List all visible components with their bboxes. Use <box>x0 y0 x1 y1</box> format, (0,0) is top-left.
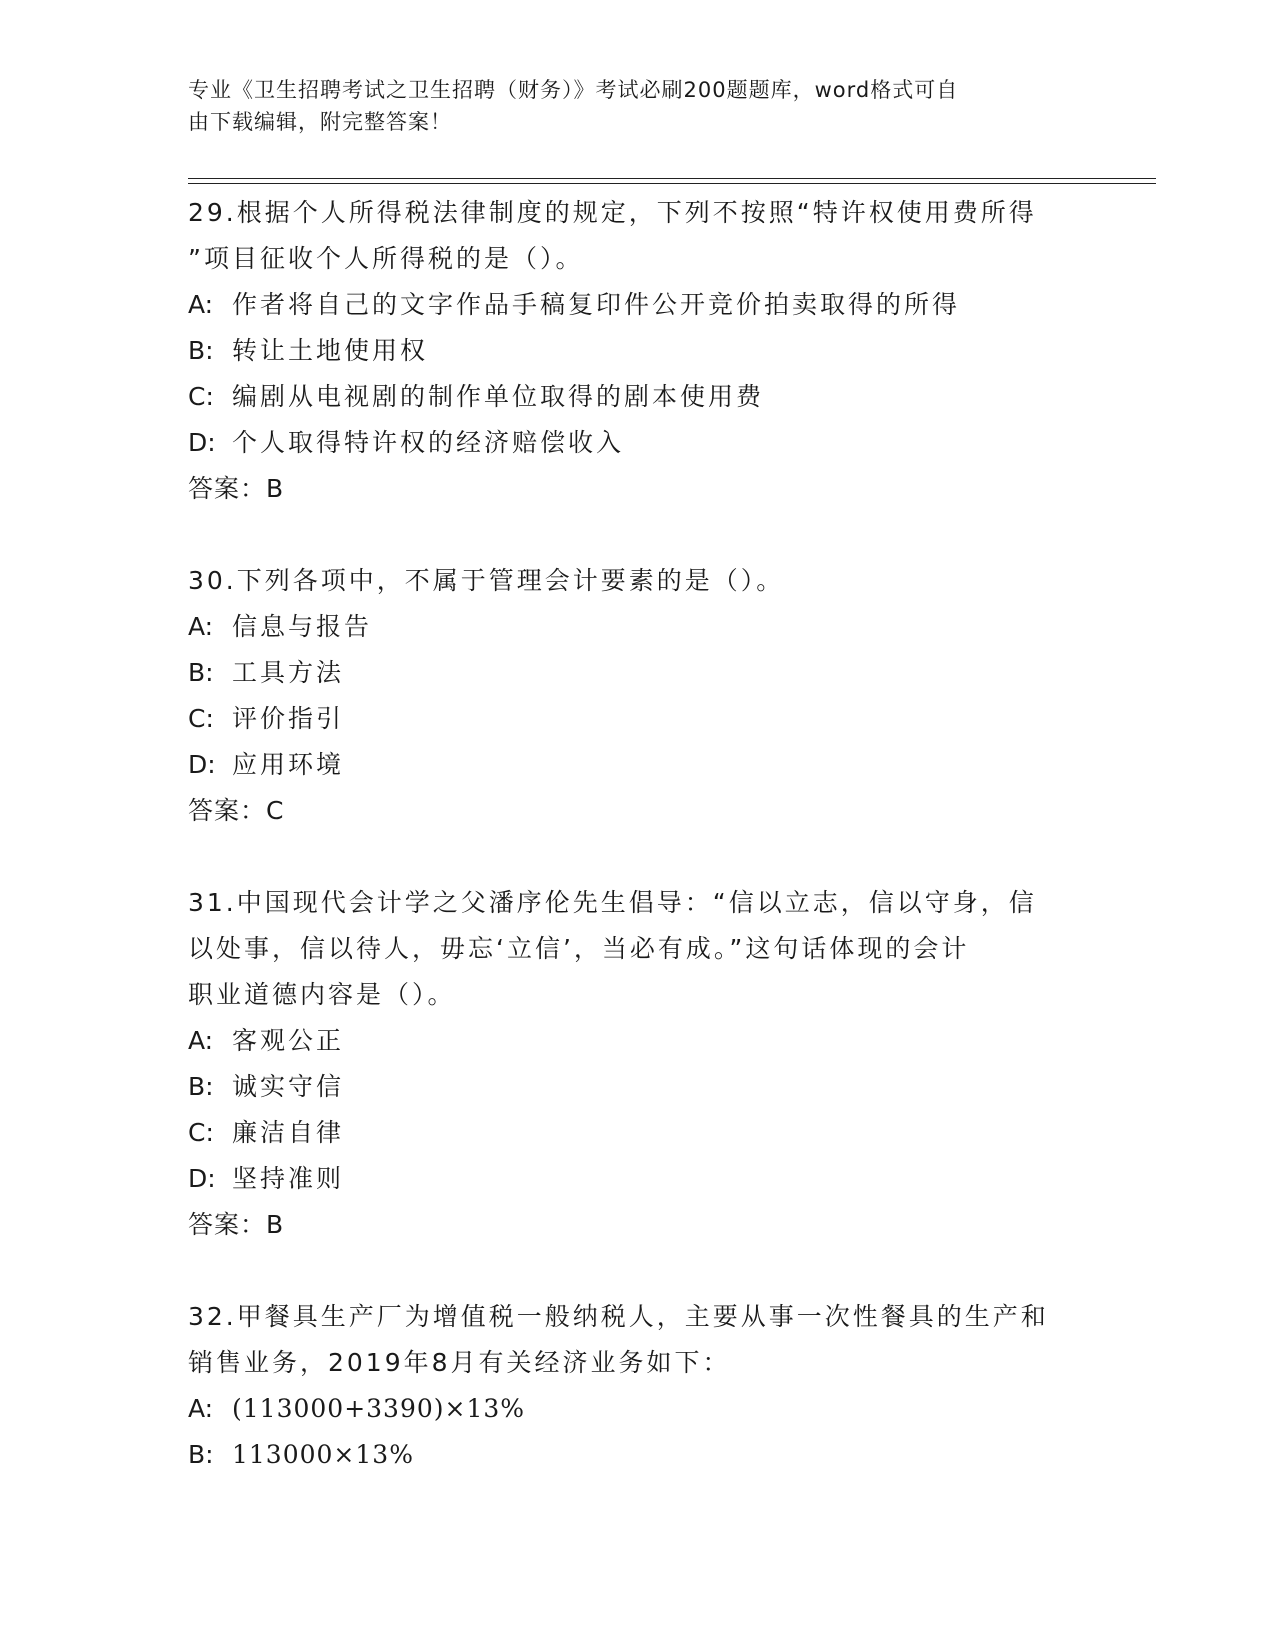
option-b <box>188 1064 1088 1110</box>
answer-label: 答案：C <box>188 796 285 825</box>
option-key: C: <box>188 704 214 733</box>
option-d <box>188 1156 1088 1202</box>
option-key: A: <box>188 1026 214 1055</box>
option-d <box>188 742 1088 788</box>
option-text: 廉洁自律 <box>232 1118 345 1147</box>
option-text: 作者将自己的文字作品手稿复印件公开竞价拍卖取得的所得 <box>232 290 961 319</box>
option-key: A: <box>188 612 214 641</box>
option-text: 编剧从电视剧的制作单位取得的剧本使用费 <box>232 382 765 411</box>
option-key: D: <box>188 750 216 779</box>
document-header <box>188 74 1068 138</box>
option-key: A: <box>188 290 214 319</box>
option-text: 坚持准则 <box>232 1164 345 1193</box>
option-key: B: <box>188 1072 214 1101</box>
option-key: D: <box>188 1164 216 1193</box>
answer-label: 答案：B <box>188 474 285 503</box>
option-text: 客观公正 <box>232 1026 345 1055</box>
option-c <box>188 1110 1088 1156</box>
question-stem: ”项目征收个人所得税的是（）。 <box>188 244 584 273</box>
option-text: 诚实守信 <box>232 1072 345 1101</box>
question-stem: 销售业务，2019年8月有关经济业务如下： <box>188 1348 731 1377</box>
answer-label: 答案：B <box>188 1210 285 1239</box>
header-line-1: 专业《卫生招聘考试之卫生招聘（财务）》考试必刷200题题库，word格式可自 <box>188 78 959 102</box>
option-a <box>188 1386 1088 1432</box>
option-text: 工具方法 <box>232 658 345 687</box>
question-list <box>188 190 1088 1524</box>
option-key: B: <box>188 658 214 687</box>
option-c <box>188 696 1088 742</box>
option-c <box>188 374 1088 420</box>
option-text: 个人取得特许权的经济赔偿收入 <box>232 428 625 457</box>
option-key: D: <box>188 428 216 457</box>
option-b <box>188 1432 1088 1478</box>
header-rule-bottom <box>188 183 1156 184</box>
option-key: A: <box>188 1394 214 1423</box>
option-text: 应用环境 <box>232 750 345 779</box>
option-b <box>188 328 1088 374</box>
question-30 <box>188 558 1088 834</box>
question-32 <box>188 1294 1088 1478</box>
option-text: 转让土地使用权 <box>232 336 429 365</box>
question-stem: 31.中国现代会计学之父潘序伦先生倡导：“信以立志，信以守身，信 <box>188 888 1037 917</box>
header-rule-top <box>188 178 1156 179</box>
question-stem: 29.根据个人所得税法律制度的规定，下列不按照“特许权使用费所得 <box>188 198 1037 227</box>
option-d <box>188 420 1088 466</box>
option-text: 评价指引 <box>232 704 345 733</box>
question-stem: 32.甲餐具生产厂为增值税一般纳税人，主要从事一次性餐具的生产和 <box>188 1302 1049 1331</box>
question-stem: 以处事，信以待人，毋忘‘立信’，当必有成。”这句话体现的会计 <box>188 934 970 963</box>
question-29 <box>188 190 1088 512</box>
option-key: C: <box>188 382 214 411</box>
option-text: 113000×13% <box>232 1440 414 1469</box>
question-31 <box>188 880 1088 1248</box>
option-text: (113000+3390)×13% <box>232 1394 526 1423</box>
option-a <box>188 1018 1088 1064</box>
option-text: 信息与报告 <box>232 612 373 641</box>
option-a <box>188 282 1088 328</box>
question-stem: 职业道德内容是（）。 <box>188 980 456 1009</box>
option-key: B: <box>188 336 214 365</box>
option-b <box>188 650 1088 696</box>
question-stem: 30.下列各项中，不属于管理会计要素的是（）。 <box>188 566 785 595</box>
option-key: C: <box>188 1118 214 1147</box>
header-line-2: 由下载编辑，附完整答案！ <box>188 110 452 134</box>
option-a <box>188 604 1088 650</box>
option-key: B: <box>188 1440 214 1469</box>
